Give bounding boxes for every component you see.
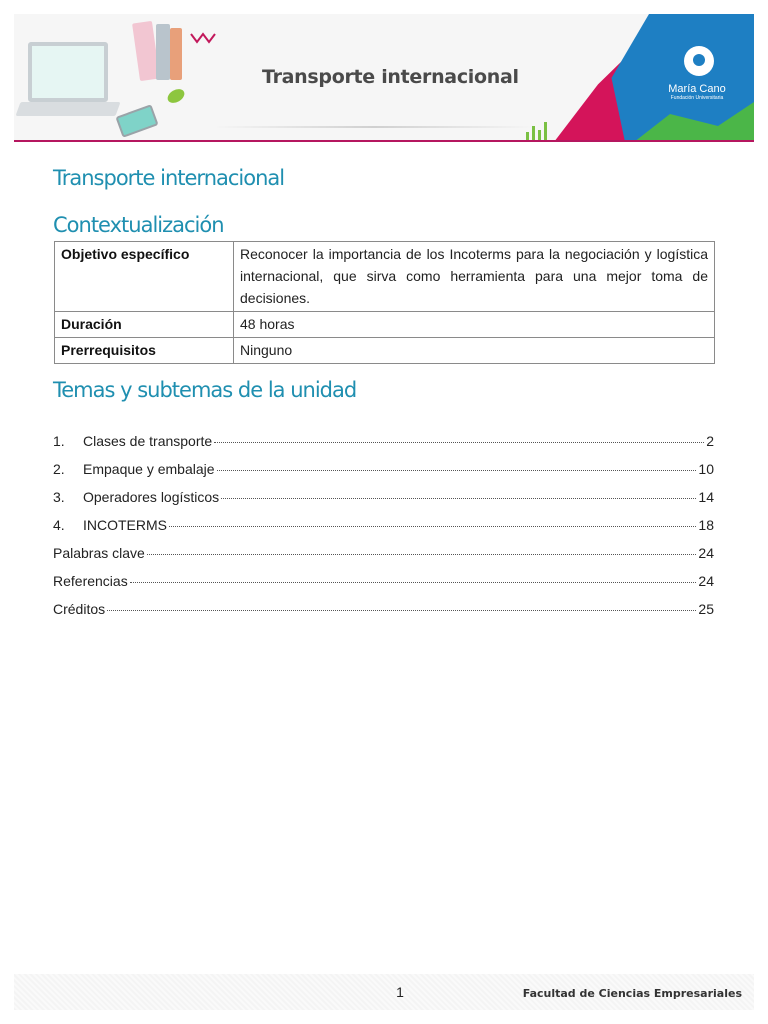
book-illustration: [170, 28, 182, 80]
toc-leader: [169, 526, 696, 527]
toc-number: 4.: [53, 517, 65, 533]
toc-entry[interactable]: [53, 517, 714, 545]
toc-leader: [214, 442, 704, 443]
prerequisites-value: Ninguno: [234, 338, 715, 364]
toc-leader: [221, 498, 696, 499]
maria-cano-logo-icon: [684, 46, 714, 76]
toc-page: 24: [698, 545, 714, 561]
toc-number: 1.: [53, 433, 65, 449]
phone-illustration: [115, 104, 158, 138]
context-table: [54, 241, 715, 364]
table-row: [55, 338, 715, 364]
toc-leader: [147, 554, 697, 555]
banner-title: Transporte internacional: [262, 66, 519, 88]
toc-label: Empaque y embalaje: [83, 461, 215, 477]
toc-label: INCOTERMS: [83, 517, 167, 533]
toc-page: 2: [706, 433, 714, 449]
toc-page: 18: [698, 517, 714, 533]
toc-label: Palabras clave: [53, 545, 145, 561]
toc-page: 10: [698, 461, 714, 477]
laptop-base-illustration: [15, 102, 120, 116]
toc-leader: [107, 610, 696, 611]
toc-label: Operadores logísticos: [83, 489, 220, 505]
document-title: Transporte internacional: [53, 166, 285, 190]
logo-subtitle: Fundación Universitaria: [670, 95, 724, 101]
table-row: [55, 312, 715, 338]
toc-label: Créditos: [53, 601, 106, 617]
toc-entry[interactable]: [53, 433, 714, 461]
book-illustration: [156, 24, 170, 80]
toc-page: 14: [698, 489, 714, 505]
context-heading: Contextualización: [53, 213, 224, 237]
toc-page: 24: [698, 573, 714, 589]
topics-heading: Temas y subtemas de la unidad: [53, 378, 357, 402]
duration-label: Duración: [55, 312, 234, 338]
toc-entry[interactable]: [53, 601, 714, 629]
faculty-name: Facultad de Ciencias Empresariales: [522, 987, 742, 1000]
toc-label: Clases de transporte: [83, 433, 213, 449]
ground-line: [214, 126, 534, 128]
laptop-illustration: [28, 42, 108, 102]
leaf-decoration: [164, 86, 188, 108]
toc-entry[interactable]: [53, 573, 714, 601]
toc-page: 25: [698, 601, 714, 617]
toc-label: Referencias: [53, 573, 128, 589]
toc-entry[interactable]: [53, 545, 714, 573]
squiggle-decoration: [190, 30, 220, 46]
page-number: 1: [396, 984, 404, 1000]
toc-leader: [217, 470, 697, 471]
logo-text: [662, 84, 732, 102]
prerequisites-label: Prerrequisitos: [55, 338, 234, 364]
toc-entry[interactable]: [53, 489, 714, 517]
toc-entry[interactable]: [53, 461, 714, 489]
toc-number: 2.: [53, 461, 65, 477]
banner-divider: [14, 140, 754, 142]
toc-number: 3.: [53, 489, 65, 505]
table-row: [55, 242, 715, 312]
page-footer: [14, 974, 754, 1010]
table-of-contents: [53, 433, 714, 629]
header-banner: [14, 14, 754, 142]
objective-label: Objetivo específico: [55, 242, 234, 312]
logo-name: María Cano: [668, 83, 726, 95]
duration-value: 48 horas: [234, 312, 715, 338]
objective-value: Reconocer la importancia de los Incoterms para la negociación y logística internacional, que sirva como herramienta para una mejor toma de decisiones.: [234, 242, 715, 312]
toc-leader: [130, 582, 697, 583]
